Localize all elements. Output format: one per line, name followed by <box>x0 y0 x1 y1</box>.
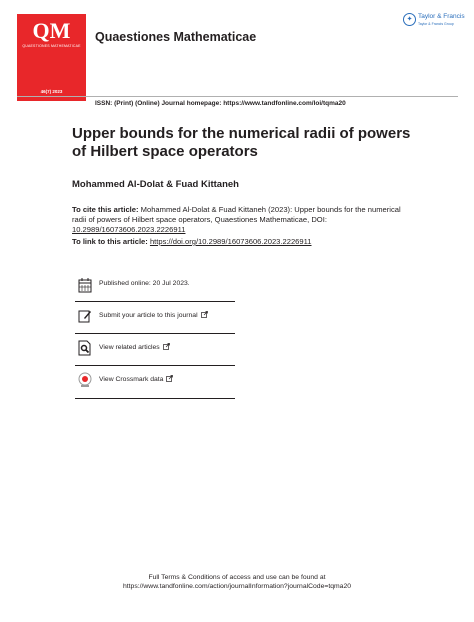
published-online-text: Published online: 20 Jul 2023. <box>99 280 190 287</box>
cover-title: QM <box>32 18 71 43</box>
divider <box>75 398 235 399</box>
crossmark-row[interactable] <box>75 370 235 394</box>
citation-text: Mohammed Al-Dolat & Fuad Kittaneh (2023): Upper bounds for the numerical radii of powers of Hilbert space operators, Quaestiones Mathematicae, DOI: <box>72 205 401 224</box>
footer-terms-link[interactable]: https://www.tandfonline.com/action/journalInformation?journalCode=tqma20 <box>122 583 352 590</box>
external-link-icon <box>201 311 208 318</box>
related-articles-link[interactable]: View related articles <box>99 343 170 351</box>
cover-issue: 46(7) 2023 <box>40 89 63 94</box>
crossmark-icon <box>78 372 92 388</box>
footer-terms-text: Full Terms & Conditions of access and use can be found at <box>148 574 326 581</box>
related-articles-row[interactable] <box>75 338 235 362</box>
edit-icon <box>78 308 92 324</box>
taylor-francis-logo-icon: ✦ <box>403 13 416 26</box>
publisher-logo[interactable] <box>403 12 463 32</box>
cover-subtitle: QUAESTIONES MATHEMATICAE <box>22 44 81 48</box>
article-link-block <box>72 237 312 246</box>
article-title: Upper bounds for the numerical radii of powers of Hilbert space operators <box>72 125 411 160</box>
issn-line[interactable]: ISSN: (Print) (Online) Journal homepage: https://www.tandfonline.com/loi/tqma20 <box>95 100 346 107</box>
article-authors: Mohammed Al-Dolat & Fuad Kittaneh <box>72 179 239 190</box>
divider <box>75 333 235 334</box>
footer <box>0 573 474 591</box>
publisher-name: Taylor & Francis <box>418 13 465 20</box>
external-link-icon <box>166 375 173 382</box>
submit-article-link[interactable]: Submit your article to this journal <box>99 311 208 319</box>
submit-article-row[interactable] <box>75 306 235 330</box>
header-divider <box>17 96 458 97</box>
search-document-icon <box>78 340 92 356</box>
journal-name[interactable]: Quaestiones Mathematicae <box>95 30 257 44</box>
article-doi-link[interactable]: https://doi.org/10.2989/16073606.2023.2226911 <box>149 237 312 246</box>
divider <box>75 301 235 302</box>
publisher-group: Taylor & Francis Group <box>418 22 454 26</box>
journal-cover <box>17 14 86 101</box>
citation-block <box>72 205 412 235</box>
crossmark-link[interactable]: View Crossmark data <box>99 375 173 383</box>
citation-doi-link[interactable]: 10.2989/16073606.2023.2226911 <box>72 225 186 234</box>
calendar-icon <box>78 277 92 293</box>
divider <box>75 365 235 366</box>
citation-label: To cite this article: <box>72 205 139 214</box>
published-online-row <box>75 275 235 299</box>
external-link-icon <box>163 343 170 350</box>
link-label: To link to this article: <box>72 237 148 246</box>
